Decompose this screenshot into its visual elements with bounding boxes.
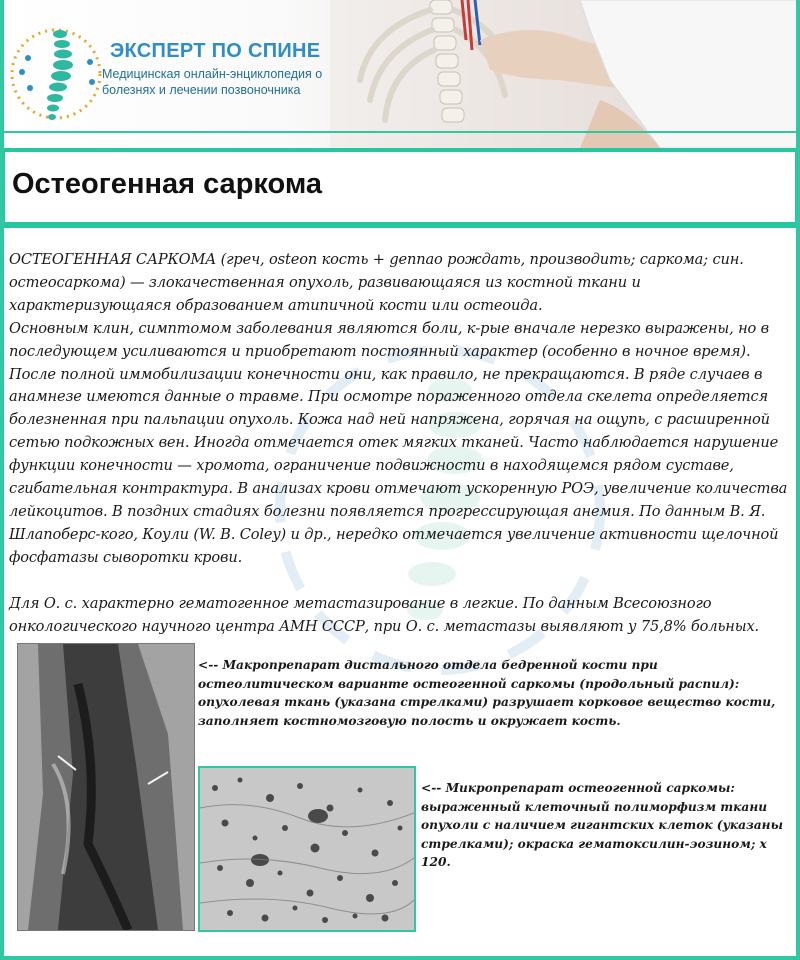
page-title: Остеогенная саркома <box>12 168 323 200</box>
histology-image <box>200 768 414 930</box>
brand-title[interactable]: ЭКСПЕРТ ПО СПИНЕ <box>110 40 321 62</box>
figure-micro-specimen <box>198 766 416 932</box>
article-paragraph-definition: ОСТЕОГЕННАЯ САРКОМА (греч, osteon кость + gennao рождать, производить; саркома; син. остеосаркома) — злокачественная опухоль, развивающаяся из костной ткани и характеризующаяся образованием атипичной кости или остеоида. <box>9 251 744 314</box>
logo-spine-icon <box>8 22 108 126</box>
article-paragraph-metastasis: Для О. с. характерно гематогенное метастазирование в легкие. По данным Всесоюзного онкологического научного центра АМН СССР, при О. с. метастазы выявляют у 75,8% больных. <box>9 594 760 635</box>
article-body <box>9 249 793 639</box>
header-photo-skeleton <box>330 0 800 148</box>
figure-caption-macro: <-- Макропрепарат дистального отдела бедренной кости при остеолитическом варианте остеогенной саркомы (продольный распил): опухолевая ткань (указана стрелками) разрушает корковое вещество кости, заполняет костномозговую полость и окружает кость. <box>198 658 776 728</box>
figure-caption-micro: <-- Микропрепарат остеогенной саркомы: выраженный клеточный полиморфизм ткани опухоли с наличием гигантских клеток (указаны стрелками); окраска гематоксилин-эозином; х 120. <box>421 781 783 869</box>
brand-subtitle: Медицинская онлайн-энциклопедия о болезнях и лечении позвоночника <box>102 67 323 97</box>
site-header <box>0 0 800 148</box>
figure-macro-specimen <box>17 643 195 931</box>
bone-specimen-image <box>18 644 194 930</box>
header-divider <box>0 131 800 133</box>
article-paragraph-symptoms: Основным клин, симптомом заболевания являются боли, к-рые вначале нерезко выражены, но в последующем усиливаются и приобретают постоянный характер (особенно в ночное время). После полной иммобилизации конечности они, как правило, не прекращаются. В ряде случаев в анамнезе имеются данные о травме. При осмотре пораженного отдела скелета определяется болезненная при пальпации опухоль. Кожа над ней напряжена, горячая на ощупь, с расширенной сетью подкожных вен. Иногда отмечается отек мягких тканей. Часто наблюдается нарушение функции конечности — хромота, ограничение подвижности в находящемся рядом суставе, сгибательная контрактура. В анализах крови отмечают ускоренную РОЭ, увеличение количества лейкоцитов. В поздних стадиях болезни появляется прогрессирующая анемия. По данным В. Я. Шлапоберс-кого, Коули (W. B. Coley) и др., нередко отмечается увеличение активности щелочной фосфатазы сыворотки крови. <box>9 319 788 566</box>
